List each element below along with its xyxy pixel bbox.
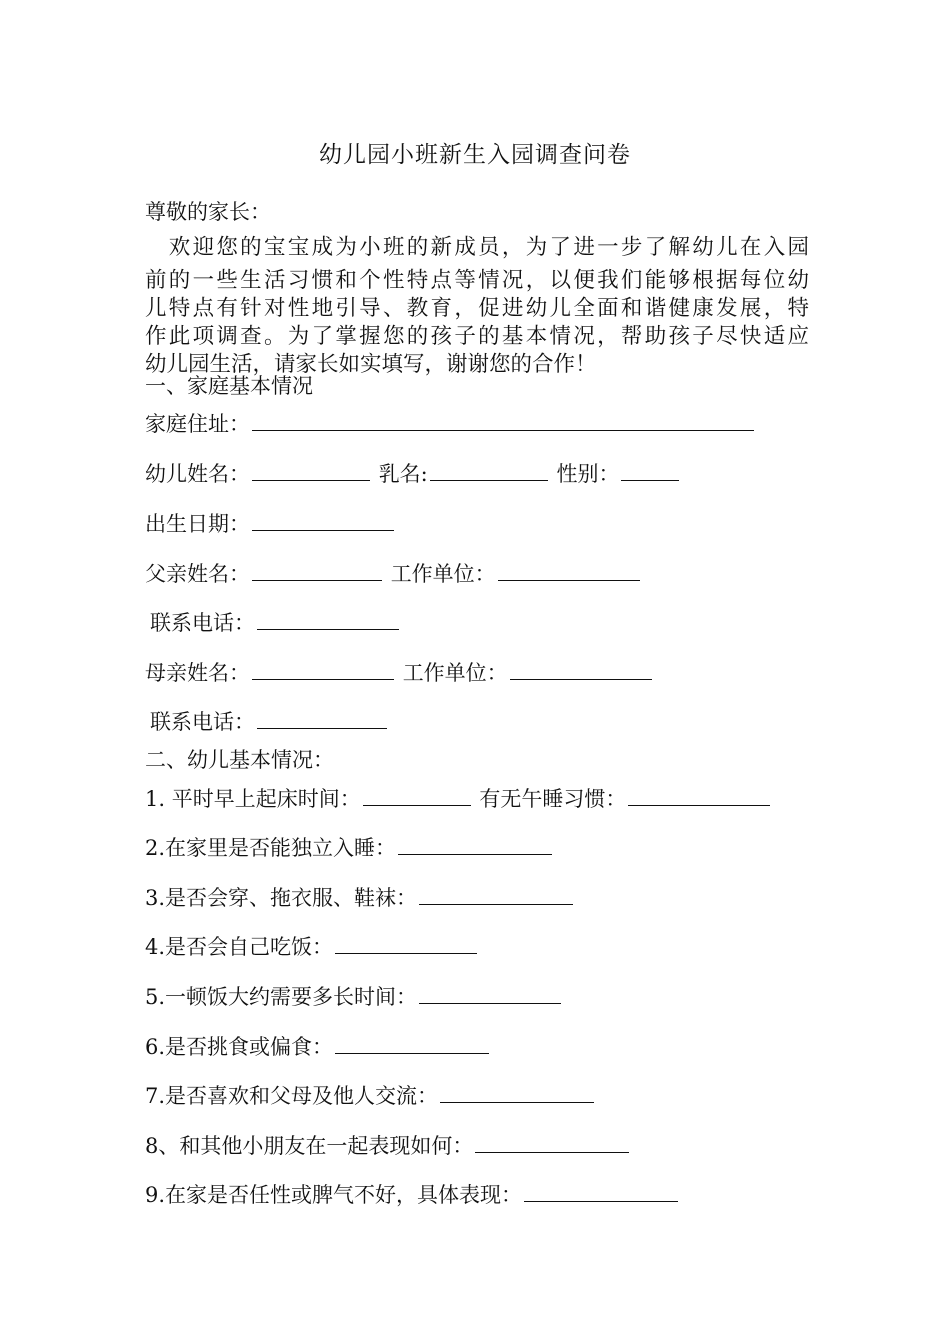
father-name-field[interactable] <box>252 560 382 581</box>
father-work-label: 工作单位： <box>390 562 496 586</box>
question-5-label: 5.一顿饭大约需要多长时间： <box>145 985 418 1009</box>
mother-row <box>145 659 654 687</box>
section2-heading: 二、幼儿基本情况： <box>145 748 334 772</box>
child-name-field[interactable] <box>252 460 370 481</box>
mother-name-field[interactable] <box>252 659 394 680</box>
father-phone-field[interactable] <box>257 609 399 630</box>
question-9-row <box>145 1181 680 1209</box>
section1-heading: 一、家庭基本情况 <box>145 374 313 398</box>
question-9-field[interactable] <box>524 1181 678 1202</box>
question-1-row <box>145 785 772 813</box>
question-4-label: 4.是否会自己吃饭： <box>145 935 334 959</box>
intro-line: 作此项调查。为了掌握您的孩子的基本情况，帮助孩子尽快适应 <box>145 324 809 349</box>
mother-name-label: 母亲姓名： <box>145 661 250 685</box>
father-phone-label: 联系电话： <box>150 611 255 635</box>
address-row <box>145 410 756 438</box>
birth-field[interactable] <box>252 510 394 531</box>
father-row <box>145 560 642 588</box>
question-1a-label: 1. 平时早上起床时间： <box>145 787 361 811</box>
birth-row <box>145 510 396 538</box>
mother-phone-row <box>150 708 389 736</box>
intro-paragraph <box>145 234 809 379</box>
nickname-label: 乳名: <box>378 462 428 486</box>
mother-work-field[interactable] <box>510 659 652 680</box>
question-6-label: 6.是否挑食或偏食： <box>145 1035 334 1059</box>
question-3-field[interactable] <box>419 884 573 905</box>
father-phone-row <box>150 609 401 637</box>
question-3-label: 3.是否会穿、拖衣服、鞋袜： <box>145 886 418 910</box>
page-title: 幼儿园小班新生入园调查问卷 <box>319 142 631 168</box>
question-7-row <box>145 1082 596 1110</box>
question-2-label: 2.在家里是否能独立入睡： <box>145 836 397 860</box>
question-8-label: 8、和其他小朋友在一起表现如何： <box>145 1134 474 1158</box>
question-4-row <box>145 933 479 961</box>
question-6-field[interactable] <box>335 1033 489 1054</box>
intro-line: 前的一些生活习惯和个性特点等情况，以便我们能够根据每位幼 <box>145 268 809 293</box>
address-label: 家庭住址： <box>145 412 250 436</box>
question-3-row <box>145 884 575 912</box>
birth-label: 出生日期： <box>145 512 250 536</box>
gender-label: 性别： <box>556 462 620 486</box>
father-work-field[interactable] <box>498 560 640 581</box>
question-5-field[interactable] <box>419 983 561 1004</box>
question-6-row <box>145 1033 491 1061</box>
nap-habit-field[interactable] <box>628 785 770 806</box>
child-name-label: 幼儿姓名： <box>145 462 250 486</box>
question-7-label: 7.是否喜欢和父母及他人交流： <box>145 1084 439 1108</box>
mother-work-label: 工作单位： <box>402 661 508 685</box>
question-2-field[interactable] <box>398 834 552 855</box>
wake-time-field[interactable] <box>363 785 471 806</box>
intro-line: 欢迎您的宝宝成为小班的新成员，为了进一步了解幼儿在入园 <box>145 235 809 260</box>
question-8-field[interactable] <box>475 1132 629 1153</box>
intro-line: 儿特点有针对性地引导、教育，促进幼儿全面和谐健康发展，特 <box>145 296 809 321</box>
father-name-label: 父亲姓名： <box>145 562 250 586</box>
mother-phone-label: 联系电话： <box>150 710 255 734</box>
question-1b-label: 有无午睡习惯： <box>479 787 627 811</box>
question-8-row <box>145 1132 631 1160</box>
intro-line: 幼儿园生活，请家长如实填写，谢谢您的合作！ <box>145 352 597 377</box>
question-4-field[interactable] <box>335 933 477 954</box>
child-info-row <box>145 460 681 488</box>
question-7-field[interactable] <box>440 1082 594 1103</box>
gender-field[interactable] <box>621 460 679 481</box>
nickname-field[interactable] <box>430 460 548 481</box>
greeting: 尊敬的家长： <box>145 200 271 224</box>
question-2-row <box>145 834 554 862</box>
address-field[interactable] <box>252 410 754 431</box>
question-9-label: 9.在家是否任性或脾气不好，具体表现： <box>145 1183 523 1207</box>
question-5-row <box>145 983 563 1011</box>
mother-phone-field[interactable] <box>257 708 387 729</box>
